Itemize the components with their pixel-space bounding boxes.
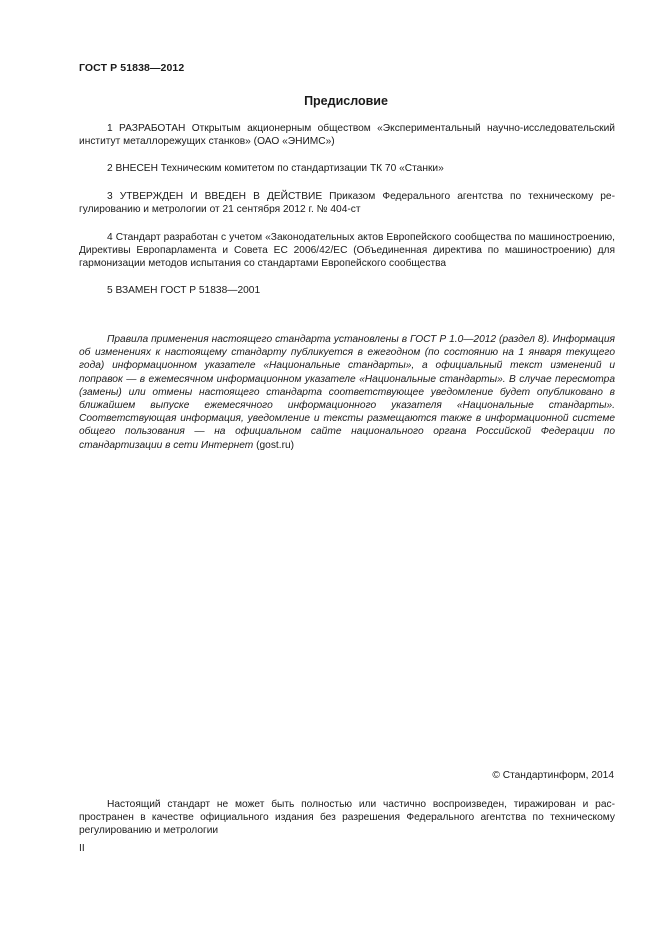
gost-site-link[interactable]: (gost.ru)	[256, 439, 295, 451]
foreword-item-introduced: 2 ВНЕСЕН Техническим комитетом по стандартизации ТК 70 «Станки»	[107, 163, 444, 174]
foreword-item-basis: 4 Стандарт разработан с учетом «Законодательных актов Европейского сообщества по машиностроению, Директивы Европарламента и Совета ЕС 2006/42/ЕС (Объединенная директива по машиностроению) для гармонизации методов испытания со стандартами Европейского сообщества	[79, 232, 615, 269]
foreword-item-developed: 1 РАЗРАБОТАН Открытым акционерным обществом «Экспериментальный научно-исследовательский институт металлорежущих станков» (ОАО «ЭНИМС»)	[79, 123, 615, 147]
foreword-item-replaces: 5 ВЗАМЕН ГОСТ Р 51838—2001	[107, 285, 261, 296]
application-rules-notice	[79, 333, 615, 452]
page-number: II	[79, 843, 85, 854]
copyright-line: © Стандартинформ, 2014	[492, 770, 614, 781]
reproduction-rights-text: Настоящий стандарт не может быть полностью или частично воспроизведен, тиражирован и распространен в качестве официального издания без разрешения Федерального агентства по техническому регулированию и метрологии	[79, 799, 615, 836]
foreword-title: Предисловие	[304, 94, 388, 108]
notice-text: Правила применения настоящего стандарта установлены в ГОСТ Р 1.0—2012 (раздел 8). Информация об изменениях к настоящему стандарту публикуется в ежегодном (по состоянию на 1 января текущего года) информационном указателе «Национальные стандарты», а официальный текст изменений и поправок — в ежемесячном информационном указателе «Национальные стандарты». В случае пересмотра (замены) или отмены настоящего стандарта соответствующее уведомление будет опубликовано в ближайшем выпуске ежемесячного информационного указателя «Национальные стандарты». Соответствующая информация, уведомление и тексты размещаются также в информационной системе общего пользования — на официальном сайте национального органа Российской Федерации по стандартизации в сети Интернет	[79, 334, 615, 451]
standard-code-header: ГОСТ Р 51838—2012	[79, 62, 185, 74]
foreword-item-approved: 3 УТВЕРЖДЕН И ВВЕДЕН В ДЕЙСТВИЕ Приказом Федерального агентства по техническому регулированию и метрологии от 21 сентября 2012 г. № 404-ст	[79, 191, 615, 215]
